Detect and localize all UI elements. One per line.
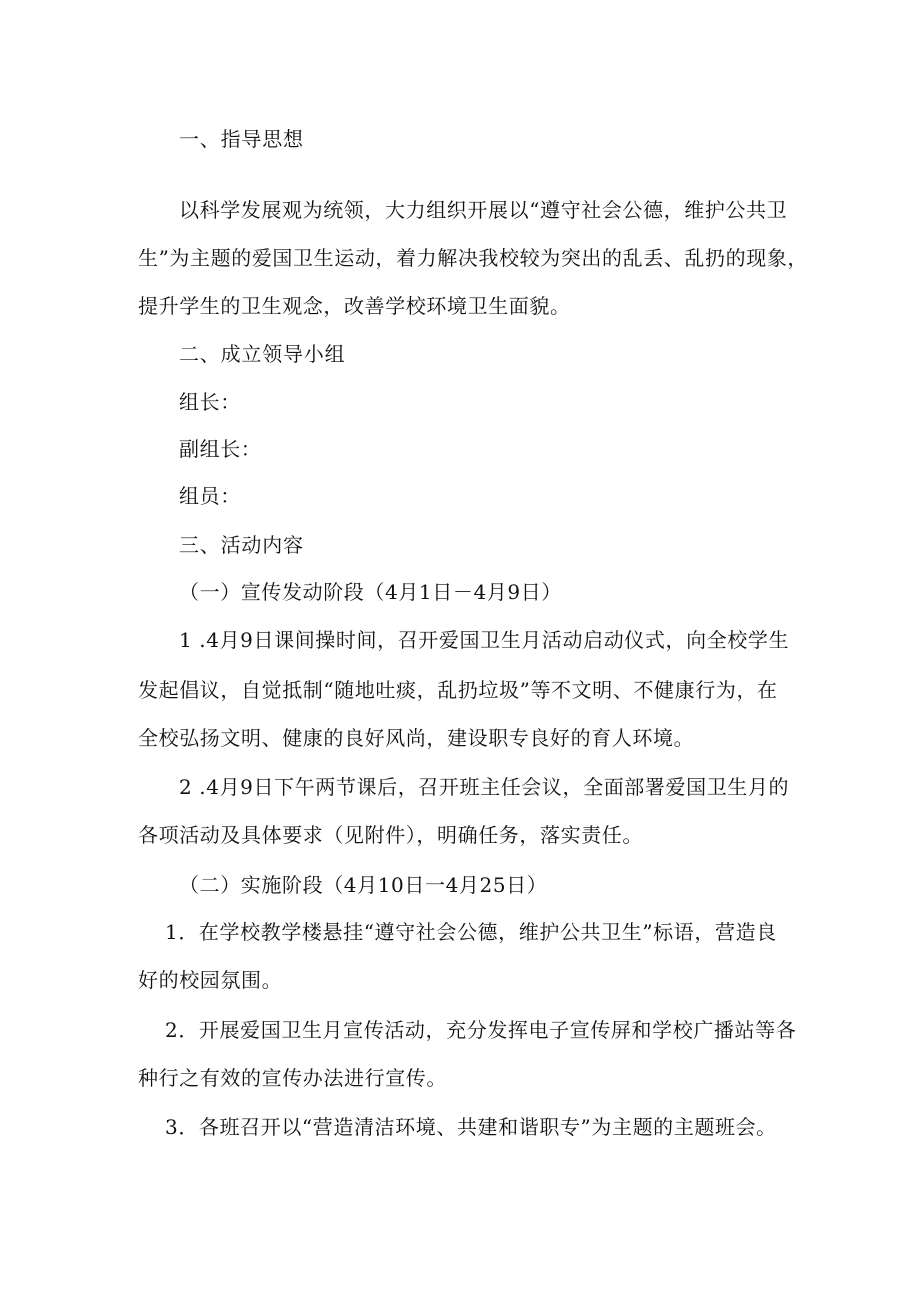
deputy-label: 副组长： [179,437,262,461]
section1-para-line: 以科学发展观为统领，大力组织开展以“遵守社会公德，维护公共卫 [179,198,788,222]
section3-heading: 三、活动内容 [179,533,304,557]
phase2-item1-line: 1．在学校教学楼悬挂“遵守社会公德，维护公共卫生”标语，营造良 [165,920,777,944]
phase1-item1-line: 全校弘扬文明、健康的良好风尚，建设职专良好的育人环境。 [138,726,695,750]
section1-para-line: 生”为主题的爱国卫生运动，着力解决我校较为突出的乱丢、乱扔的现象， [138,246,809,270]
phase1-title: （一）宣传发动阶段（4月1日－4月9日） [179,580,562,604]
phase1-item1-line: 发起倡议，自觉抵制“随地吐痰，乱扔垃圾”等不文明、不健康行为，在 [138,678,778,702]
members-label: 组员： [179,484,241,508]
section1-heading: 一、指导思想 [179,127,304,151]
phase2-item2-line: 种行之有效的宣传办法进行宣传。 [138,1066,447,1090]
phase2-item1-line: 好的校园氛围。 [138,968,283,992]
phase2-item3-line: 3．各班召开以“营造清洁环境、共建和谐职专”为主题的主题班会。 [165,1115,777,1139]
phase2-item2-line: 2．开展爱国卫生月宣传活动，充分发挥电子宣传屏和学校广播站等各 [165,1018,797,1042]
phase1-item2-line: 2 .4月9日下午两节课后，召开班主任会议，全面部署爱国卫生月的 [179,775,790,799]
section1-para-line: 提升学生的卫生观念，改善学校环境卫生面貌。 [138,294,571,318]
phase1-item2-line: 各项活动及具体要求（见附件），明确任务，落实责任。 [138,823,643,847]
phase1-item1-line: 1 .4月9日课间操时间，召开爱国卫生月活动启动仪式，向全校学生 [179,628,790,652]
section2-heading: 二、成立领导小组 [179,342,346,366]
phase2-title: （二）实施阶段（4月10日一4月25日） [179,873,548,897]
leader-label: 组长： [179,390,241,414]
